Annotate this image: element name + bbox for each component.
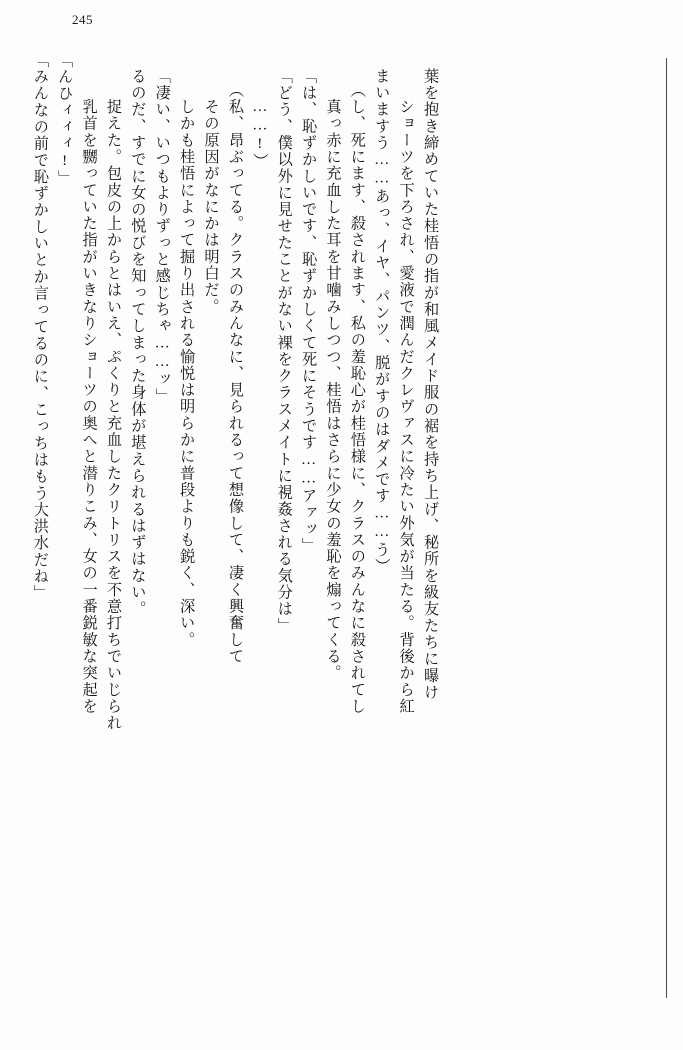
text-column: まいますう……あっ、イヤ、パンツ、脱がすのはダメです……う） (373, 68, 391, 575)
text-column: 「どう、僕以外に見せたことがない裸をクラスメイトに視姦される気分は」 (275, 68, 293, 635)
text-column: 「んひィィィ!」 (56, 52, 74, 187)
text-column: 捉えた。包皮の上からとはいえ、ぷくりと充血したクリトリスを不意打ちでいじられ (104, 82, 122, 732)
text-column: 乳首を嬲っていた指がいきなりショーツの奥へと潜りこみ、女の一番鋭敏な突起を (80, 82, 98, 715)
text-column: ショーツを下ろされ、愛液で潤んだクレヴァスに冷たい外気が当たる。背後から紅 (397, 82, 415, 715)
text-column: ……!） (251, 98, 269, 170)
vertical-text-body (28, 52, 659, 1032)
text-column: 真っ赤に充血した耳を甘噛みしつつ、桂悟はさらに少女の羞恥を煽ってくる。 (324, 82, 342, 682)
text-column: 「は、恥ずかしいです、恥ずかしくて死にそうです……アァッ」 (300, 68, 318, 555)
text-column: （私、昂ぶってる。クラスのみんなに、見られるって想像して、凄く興奮して (226, 82, 244, 665)
text-column: 「みんなの前で恥ずかしいとか言ってるのに、こっちはもう大洪水だね」 (31, 52, 49, 602)
text-column: その原因がなにかは明白だ。 (202, 82, 220, 316)
text-column: 「凄い、いつもよりずっと感じちゃ……ッ」 (153, 68, 171, 405)
page-number: 245 (72, 12, 93, 27)
text-column: るのだ、すでに女の悦びを知ってしまった身体が堪えられるはずはない。 (129, 68, 147, 618)
text-column: 葉を抱き締めていた桂悟の指が和風メイド服の裾を持ち上げ、秘所を級友たちに曝け (422, 68, 440, 701)
text-column: しかも桂悟によって掘り出される愉悦は明らかに普段よりも鋭く、深い。 (178, 82, 196, 649)
text-column: （し、死にます、殺されます、私の羞恥心が桂悟様に、クラスのみんなに殺されてし (348, 82, 366, 715)
page-edge-rule (666, 58, 667, 998)
